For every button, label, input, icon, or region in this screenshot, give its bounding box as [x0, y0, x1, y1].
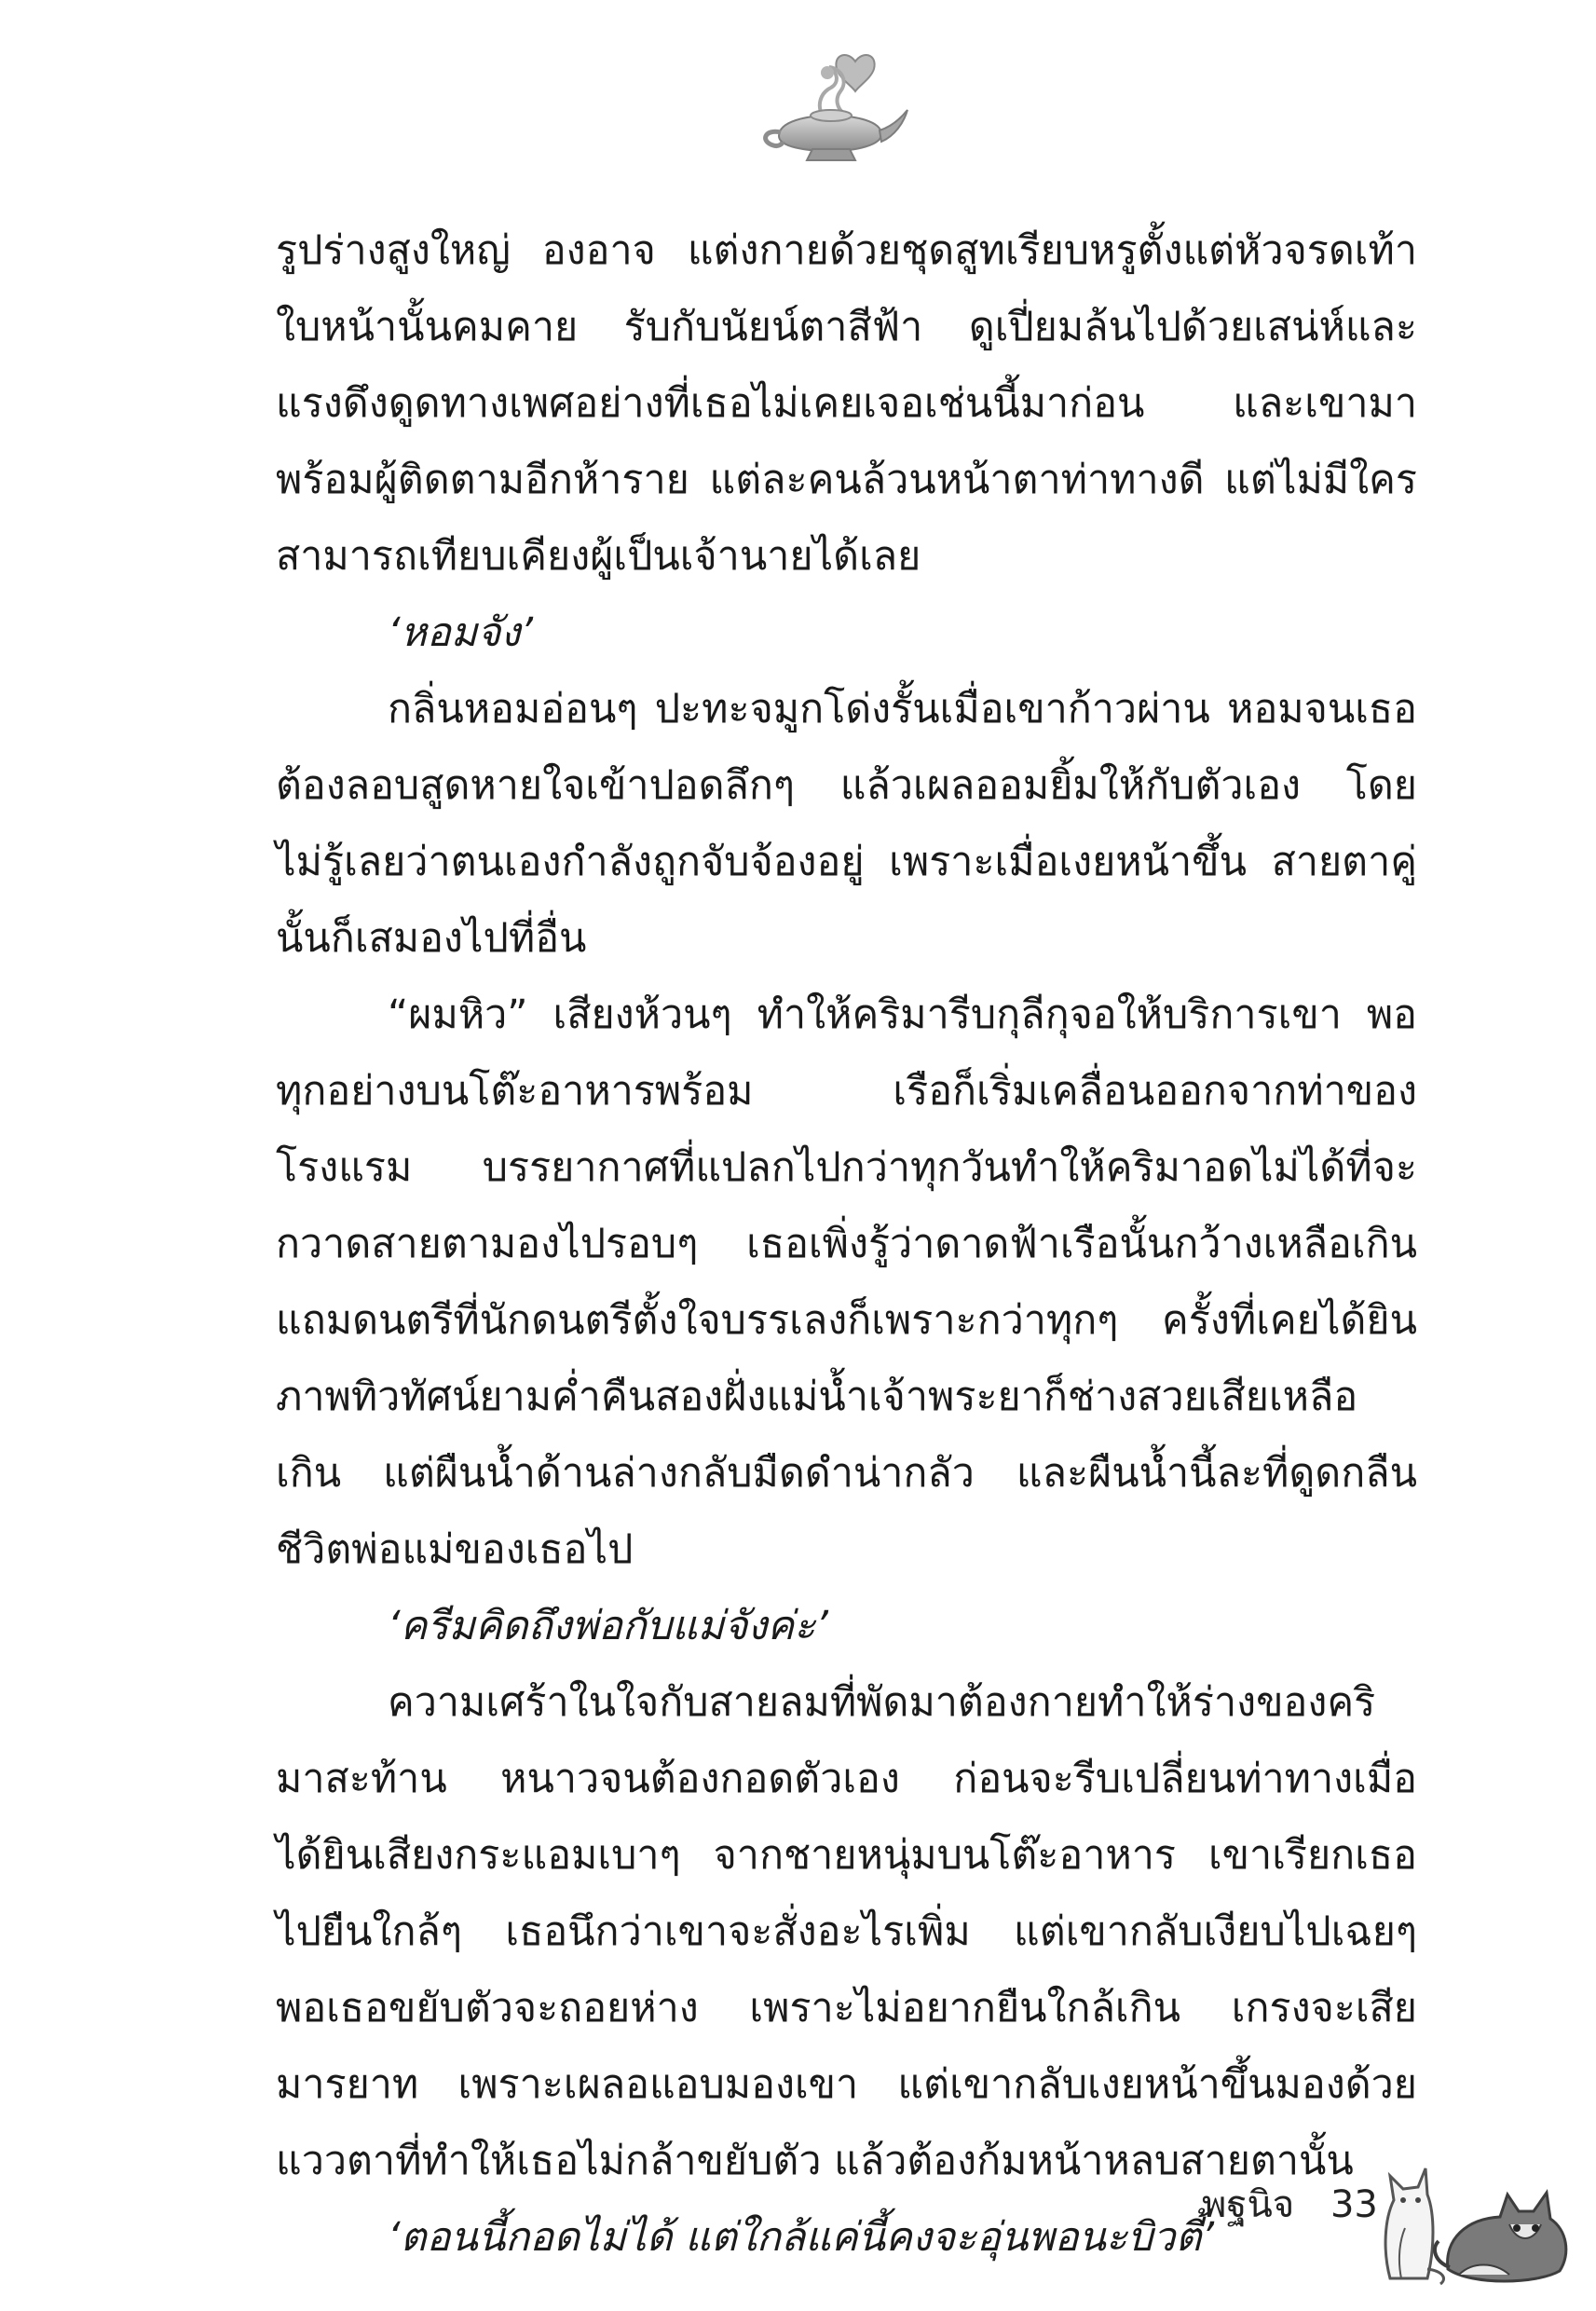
thought-line: ‘หอมจัง’ [388, 609, 534, 656]
paragraph: “ผมหิว” เสียงห้วนๆ ทำให้คริมารีบกุลีกุจอให้บริการเขา พอทุกอย่างบนโต๊ะอาหารพร้อม เรือก็เริ่มเคลื่อนออกจากท่าของโรงแรม บรรยากาศที่แปลกไปกว่าทุกวันทำให้คริมาอดไม่ได้ที่จะกวาดสายตามองไปรอบๆ เธอเพิ่งรู้ว่าดาดฟ้าเรือนั้นกว้างเหลือเกิน แถมดนตรีที่นักดนตรีตั้งใจบรรเลงก็เพราะกว่าทุกๆ ครั้งที่เคยได้ยิน ภาพทิวทัศน์ยามค่ำคืนสองฝั่งแม่น้ำเจ้าพระยาก็ช่างสวยเสียเหลือเกิน แต่ผืนน้ำด้านล่างกลับมืดดำน่ากลัว และผืนน้ำนี้ละที่ดูดกลืนชีวิตพ่อแม่ของเธอไป [276, 991, 1417, 1573]
two-cats-icon [1370, 2139, 1575, 2288]
paragraph: รูปร่างสูงใหญ่ องอาจ แต่งกายด้วยชุดสูทเรียบหรูตั้งแต่หัวจรดเท้า ใบหน้านั้นคมคาย รับกับนัยน์ตาสีฟ้า ดูเปี่ยมล้นไปด้วยเสน่ห์และแรงดึงดูดทางเพศอย่างที่เธอไม่เคยเจอเช่นนี้มาก่อน และเขามาพร้อมผู้ติดตามอีกห้าราย แต่ละคนล้วนหน้าตาท่าทางดี แต่ไม่มีใครสามารถเทียบเคียงผู้เป็นเจ้านายได้เลย [276, 227, 1417, 580]
paragraph: ความเศร้าในใจกับสายลมที่พัดมาต้องกายทำให้ร่างของคริมาสะท้าน หนาวจนต้องกอดตัวเอง ก่อนจะรีบเปลี่ยนท่าทางเมื่อได้ยินเสียงกระแอมเบาๆ จากชายหนุ่มบนโต๊ะอาหาร เขาเรียกเธอไปยืนใกล้ๆ เธอนึกว่าเขาจะสั่งอะไรเพิ่ม แต่เขากลับเงียบไปเฉยๆ พอเธอขยับตัวจะถอยห่าง เพราะไม่อยากยืนใกล้เกิน เกรงจะเสียมารยาท เพราะเผลอแอบมองเขา แต่เขากลับเงยหน้าขึ้นมองด้วยแววตาที่ทำให้เธอไม่กล้าขยับตัว แล้วต้องก้มหน้าหลบสายตานั้น [276, 1679, 1417, 2184]
page-number: 33 [1330, 2183, 1378, 2226]
author-name: พฐนิจ [1202, 2183, 1295, 2226]
genie-lamp-heart-icon [751, 45, 909, 166]
thought-line: ‘ครีมคิดถึงพ่อกับแม่จังค่ะ’ [388, 1603, 828, 1649]
paragraph: กลิ่นหอมอ่อนๆ ปะทะจมูกโด่งรั้นเมื่อเขาก้าวผ่าน หอมจนเธอต้องลอบสูดหายใจเข้าปอดลึกๆ แล้วเผลออมยิ้มให้กับตัวเอง โดยไม่รู้เลยว่าตนเองกำลังถูกจับจ้องอยู่ เพราะเมื่อเงยหน้าขึ้น สายตาคู่นั้นก็เสมองไปที่อื่น [276, 686, 1417, 962]
page-footer [1202, 2139, 1575, 2297]
thought-line: ‘ตอนนี้กอดไม่ได้ แต่ใกล้แค่นี้คงจะอุ่นพอนะบิวตี้’ [388, 2214, 1215, 2261]
body-text [276, 212, 1417, 2276]
